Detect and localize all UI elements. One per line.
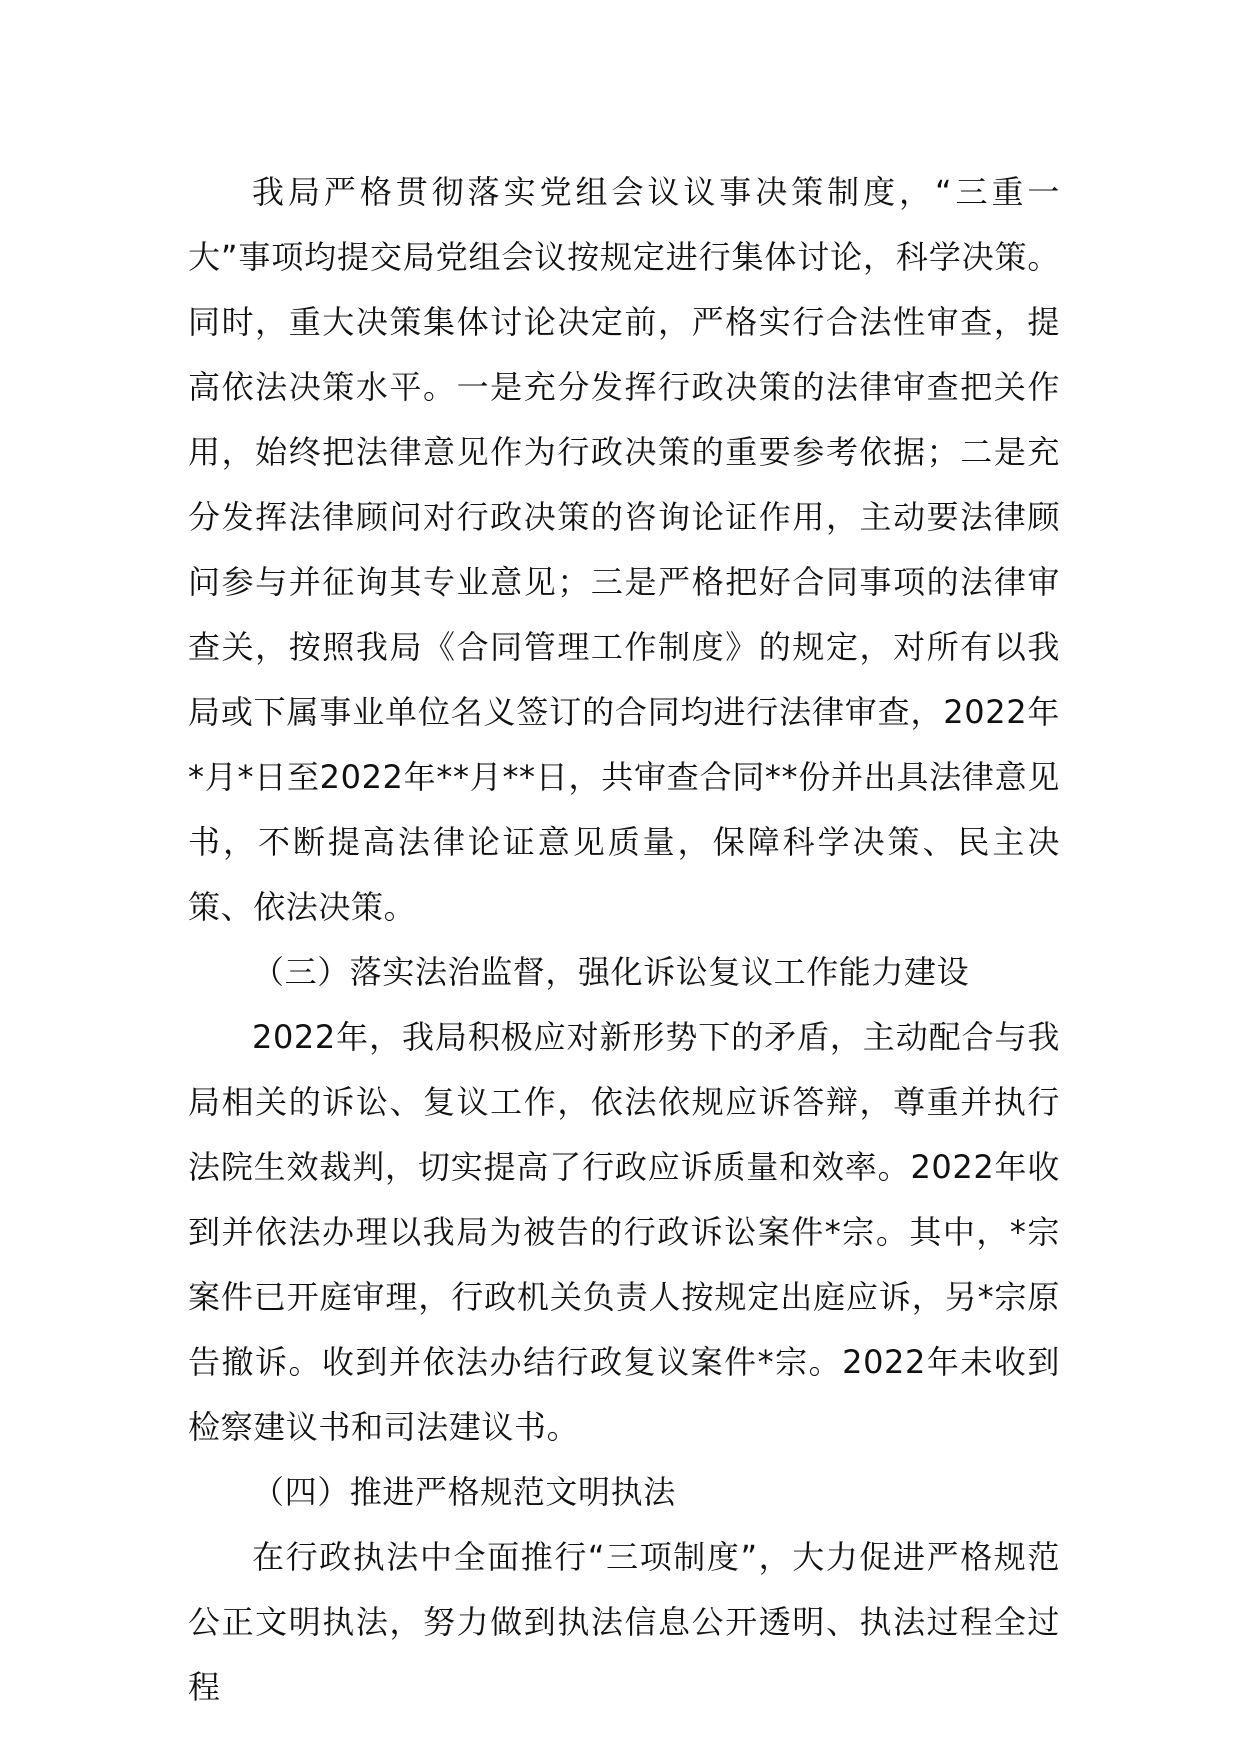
paragraph-decision-review: 我局严格贯彻落实党组会议议事决策制度，“三重一大”事项均提交局党组会议按规定进行集体讨论，科学决策。同时，重大决策集体讨论决定前，严格实行合法性审查，提高依法决策水平。一是充分发挥行政决策的法律审查把关作用，始终把法律意见作为行政决策的重要参考依据；二是充分发挥法律顾问对行政决策的咨询论证作用，主动要法律顾问参与并征询其专业意见；三是严格把好合同事项的法律审查关，按照我局《合同管理工作制度》的规定，对所有以我局或下属事业单位名义签订的合同均进行法律审查，2022年*月*日至2022年**月**日，共审查合同**份并出具法律意见书，不断提高法律论证意见质量，保障科学决策、民主决策、依法决策。 — [188, 173, 1060, 926]
section-heading-3: （三）落实法治监督，强化诉讼复议工作能力建设 — [252, 953, 970, 991]
paragraph-litigation-review: 2022年，我局积极应对新形势下的矛盾，主动配合与我局相关的诉讼、复议工作，依法依规应诉答辩，尊重并执行法院生效裁判，切实提高了行政应诉质量和效率。2022年收到并依法办理以我局为被告的行政诉讼案件*宗。其中，*宗案件已开庭审理，行政机关负责人按规定出庭应诉，另*宗原告撤诉。收到并依法办结行政复议案件*宗。2022年未收到检察建议书和司法建议书。 — [188, 1018, 1060, 1446]
document-page — [188, 160, 1060, 1720]
paragraph-law-enforcement: 在行政执法中全面推行“三项制度”，大力促进严格规范公正文明执法，努力做到执法信息公开透明、执法过程全过程 — [188, 1538, 1060, 1706]
section-heading-4: （四）推进严格规范文明执法 — [252, 1473, 676, 1511]
